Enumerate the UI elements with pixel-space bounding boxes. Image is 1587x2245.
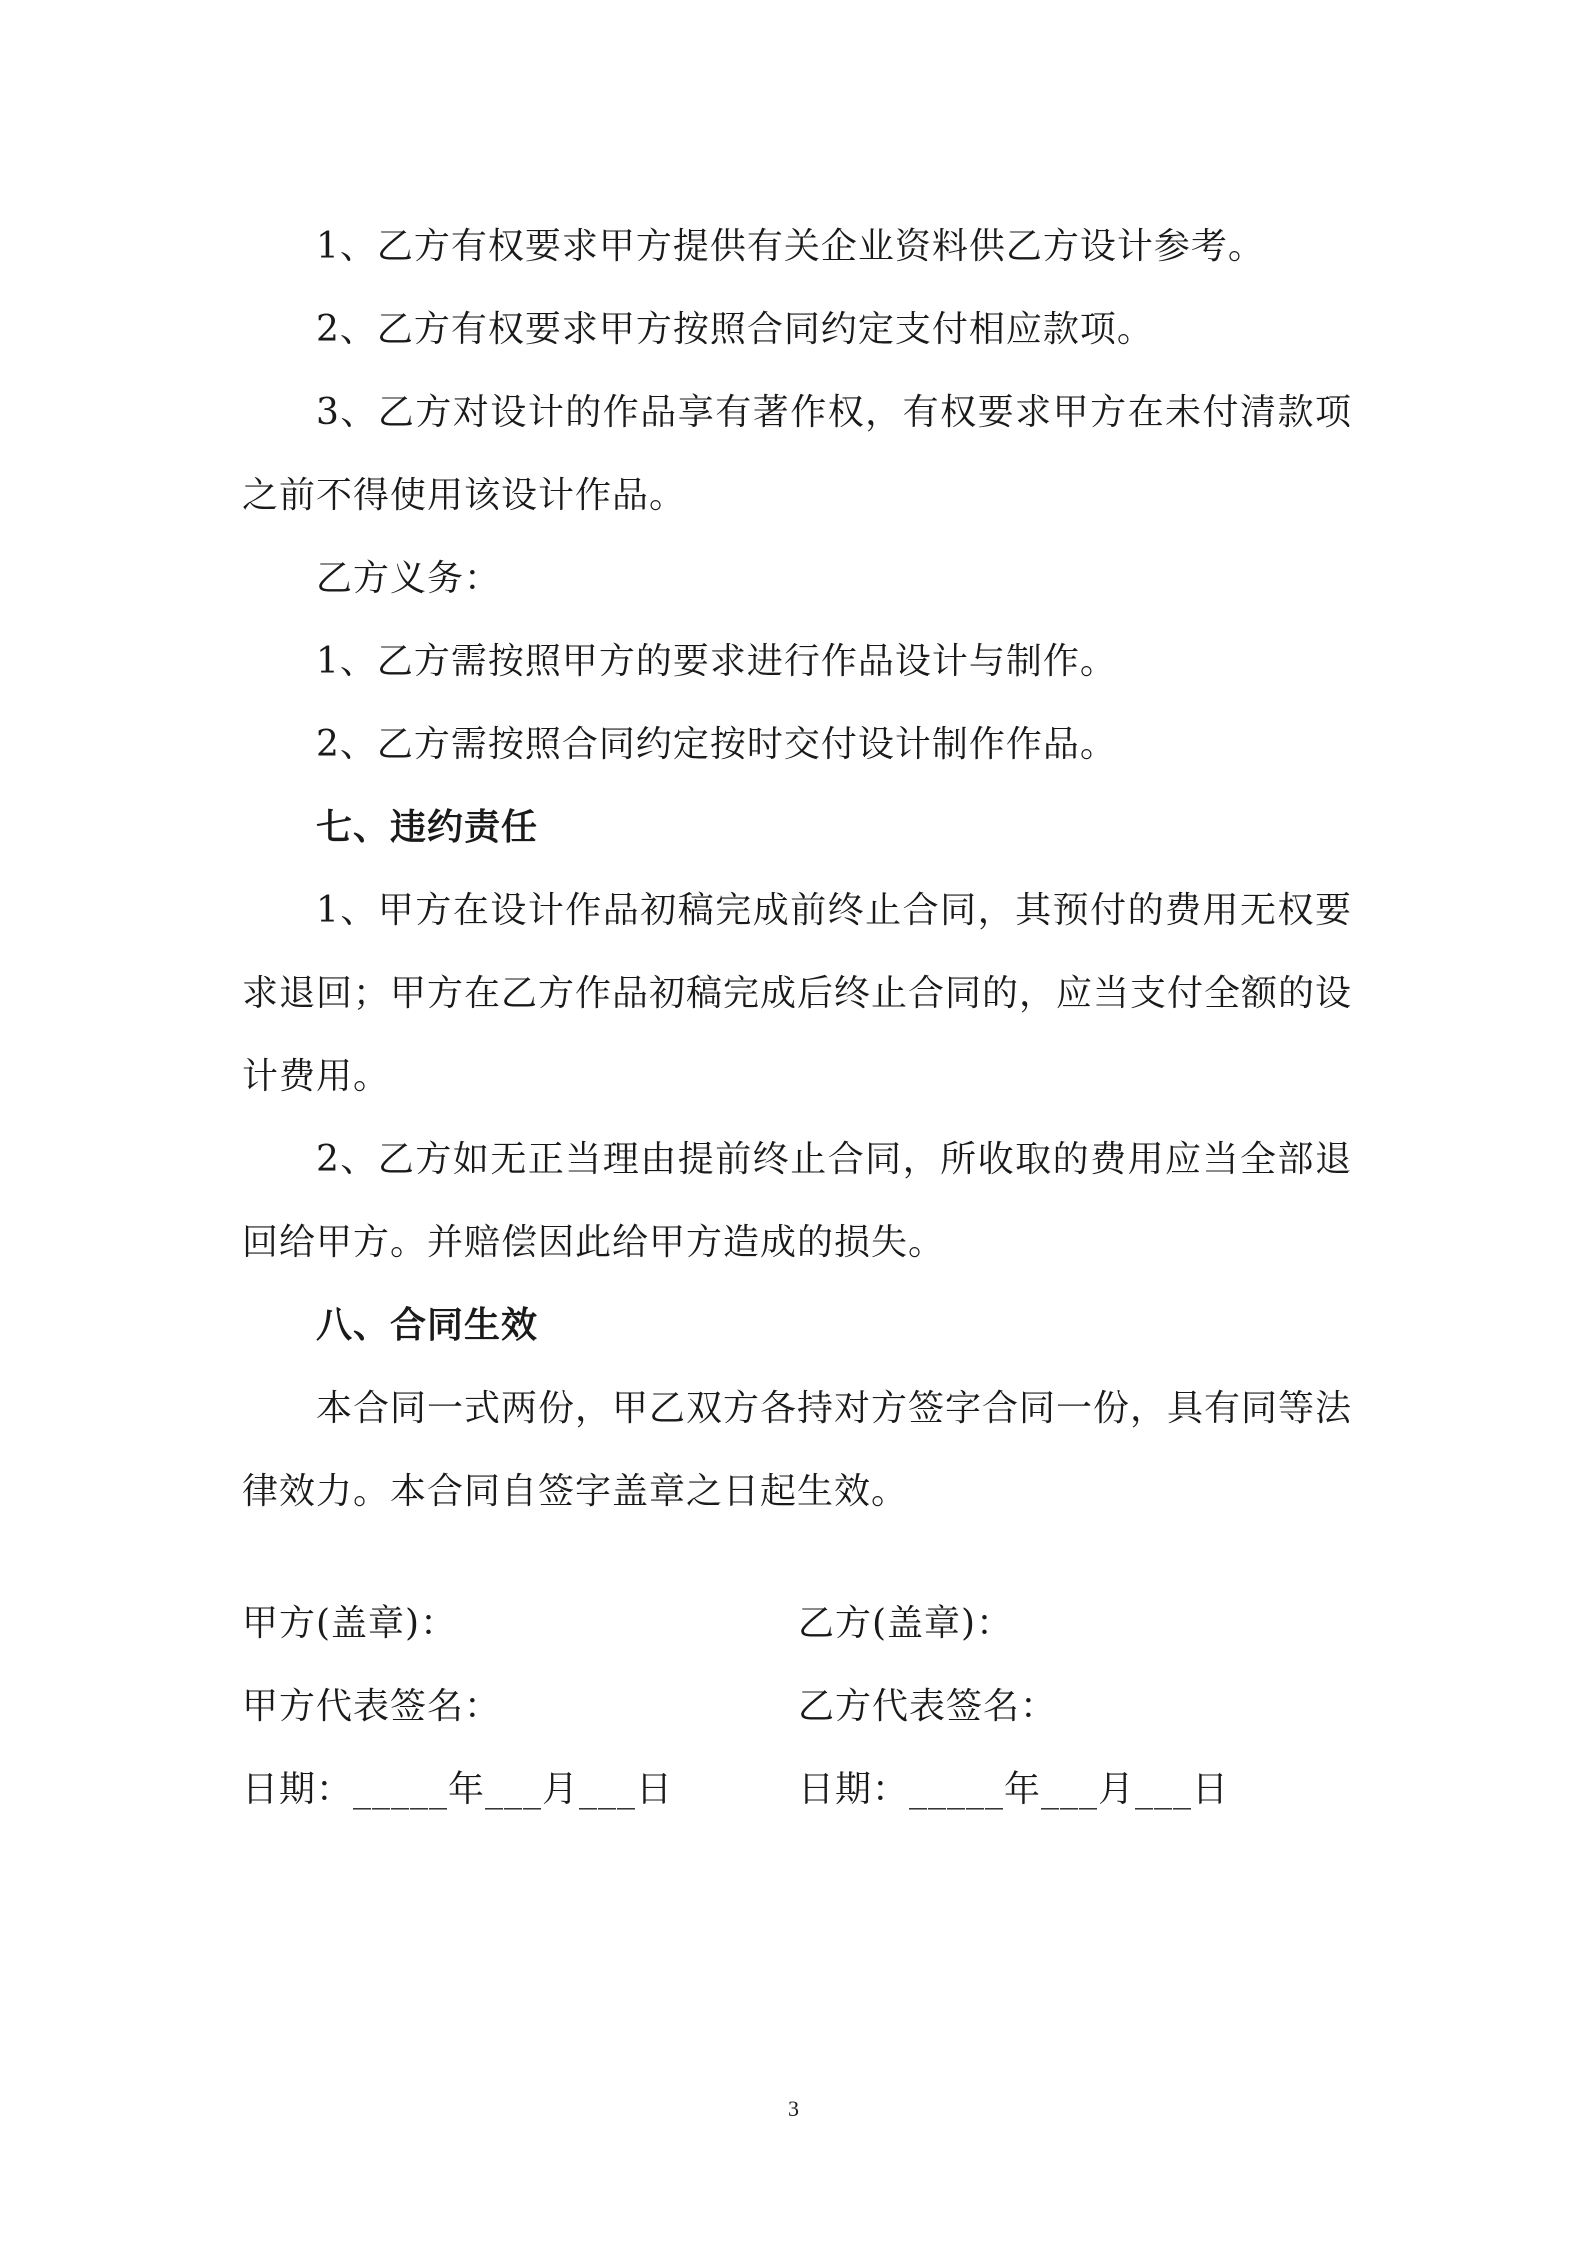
obligations-title: 乙方义务：: [316, 558, 502, 599]
party-b-date-line: 日期：_____年___月___日: [798, 1769, 1230, 1810]
section-8-heading: 八、合同生效: [316, 1304, 539, 1346]
party-a-rep-label: 甲方代表签名：: [242, 1686, 502, 1727]
clause-right-2: 2、乙方有权要求甲方按照合同约定支付相应款项。: [316, 309, 1154, 350]
page-number: 3: [788, 2096, 799, 2121]
date-row: [242, 1748, 1352, 1831]
clause-right-3: 3、乙方对设计的作品享有著作权，有权要求甲方在未付清款项之前不得使用该设计作品。: [242, 392, 1352, 516]
contract-body: [242, 205, 1352, 1533]
party-b-seal-label: 乙方(盖章)：: [798, 1603, 1014, 1644]
section-7-heading: 七、违约责任: [316, 806, 539, 848]
seal-row: [242, 1582, 1352, 1665]
party-a-seal-label: 甲方(盖章)：: [242, 1603, 458, 1644]
signature-block: [242, 1582, 1352, 1831]
clause-breach-2: 2、乙方如无正当理由提前终止合同，所收取的费用应当全部退回给甲方。并赔偿因此给甲方造成的损失。: [242, 1139, 1352, 1263]
clause-obligation-2: 2、乙方需按照合同约定按时交付设计制作作品。: [316, 724, 1117, 765]
party-a-date-line: 日期：_____年___月___日: [242, 1769, 674, 1810]
clause-effective: 本合同一式两份，甲乙双方各持对方签字合同一份，具有同等法律效力。本合同自签字盖章之日起生效。: [242, 1388, 1353, 1512]
clause-obligation-1: 1、乙方需按照甲方的要求进行作品设计与制作。: [316, 641, 1117, 682]
clause-right-1: 1、乙方有权要求甲方提供有关企业资料供乙方设计参考。: [316, 226, 1265, 267]
party-b-rep-label: 乙方代表签名：: [798, 1686, 1058, 1727]
representative-row: [242, 1665, 1352, 1748]
clause-breach-1: 1、甲方在设计作品初稿完成前终止合同，其预付的费用无权要求退回；甲方在乙方作品初稿完成后终止合同的，应当支付全额的设计费用。: [242, 890, 1353, 1097]
